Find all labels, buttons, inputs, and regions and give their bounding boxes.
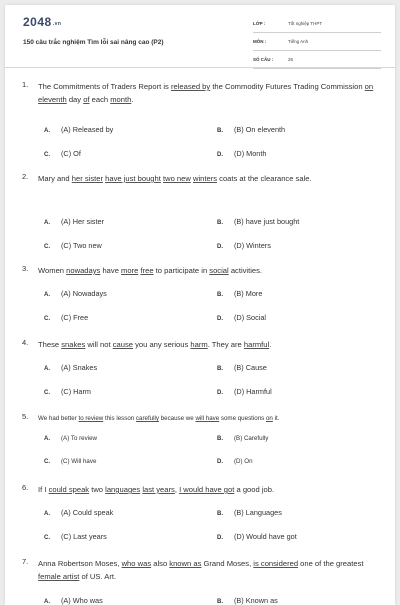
option-d[interactable]: D. (D) Month bbox=[217, 149, 267, 158]
question-number: 6. bbox=[22, 483, 29, 492]
option-b[interactable]: B. (B) More bbox=[217, 289, 263, 298]
meta-label-subject: MÔN : bbox=[253, 39, 267, 44]
question-text-segment: will not bbox=[85, 340, 113, 349]
meta-value-count: 25 bbox=[288, 57, 294, 62]
option-b[interactable]: B. (B) have just bought bbox=[217, 217, 300, 226]
option-d[interactable]: D. (D) Social bbox=[217, 313, 267, 322]
question-text-segment: , bbox=[174, 485, 180, 494]
meta-row-class bbox=[253, 17, 381, 33]
question-text-segment: some questions bbox=[219, 415, 266, 422]
option-a[interactable]: A. (A) Could speak bbox=[44, 508, 114, 517]
underlined-phrase: harm bbox=[190, 340, 208, 349]
underlined-phrase: who was bbox=[121, 559, 152, 568]
underlined-phrase: social bbox=[209, 266, 229, 275]
underlined-phrase: harmful bbox=[243, 340, 270, 349]
question-number: 3. bbox=[22, 264, 29, 273]
underlined-phrase: more bbox=[121, 266, 139, 275]
site-logo[interactable]: $2048_{.vn}$ bbox=[23, 15, 62, 29]
meta-value-class: Tốt nghiệp THPT bbox=[288, 21, 323, 26]
option-c[interactable]: C. (C) Two new bbox=[44, 241, 102, 250]
question-text-segment: day bbox=[66, 95, 84, 104]
question-text bbox=[38, 412, 383, 425]
question-text-segment: These bbox=[38, 340, 62, 349]
option-c[interactable]: C. (C) Last years bbox=[44, 532, 107, 541]
underlined-phrase: on bbox=[265, 415, 273, 422]
question-text-segment: . bbox=[269, 340, 272, 349]
option-a[interactable]: A. (A) Her sister bbox=[44, 217, 104, 226]
underlined-phrase: released by bbox=[170, 82, 211, 91]
question-text bbox=[38, 338, 383, 351]
option-c[interactable]: C. (C) Free bbox=[44, 313, 89, 322]
question-number: 5. bbox=[22, 412, 29, 421]
question-text-segment: Anna Robertson Moses, bbox=[38, 559, 122, 568]
option-c[interactable]: C. (C) Harm bbox=[44, 387, 91, 396]
underlined-phrase: free bbox=[140, 266, 154, 275]
meta-value-subject: Tiếng Anh bbox=[288, 39, 309, 44]
underlined-phrase: female artist bbox=[38, 572, 80, 581]
question-text-segment: one of the greatest bbox=[298, 559, 364, 568]
option-d[interactable]: D. (D) On bbox=[217, 458, 253, 465]
underlined-phrase: I would have got bbox=[179, 485, 235, 494]
worksheet-header bbox=[5, 5, 395, 68]
underlined-phrase: carefully bbox=[135, 415, 159, 422]
underlined-phrase: nowadays bbox=[66, 266, 101, 275]
underlined-phrase: last years bbox=[142, 485, 175, 494]
question-text-segment: coats at the clearance sale. bbox=[217, 174, 312, 183]
option-c[interactable]: C. (C) Of bbox=[44, 149, 81, 158]
option-a[interactable]: A. (A) Released by bbox=[44, 125, 114, 134]
question-text bbox=[38, 80, 383, 106]
worksheet-page bbox=[5, 5, 395, 605]
question-number: 1. bbox=[22, 80, 29, 89]
question-text-segment: it. bbox=[272, 415, 280, 422]
option-a[interactable]: A. (A) Snakes bbox=[44, 363, 98, 372]
question-text-segment: activities. bbox=[228, 266, 263, 275]
question-text bbox=[38, 483, 383, 496]
option-b[interactable]: B. (B) Languages bbox=[217, 508, 282, 517]
question-text-segment: If I bbox=[38, 485, 49, 494]
underlined-phrase: snakes bbox=[61, 340, 86, 349]
underlined-phrase: month bbox=[110, 95, 132, 104]
option-b[interactable]: B. (B) On eleventh bbox=[217, 125, 286, 134]
question-text-segment: the Commodity Futures Trading Commission bbox=[210, 82, 365, 91]
option-d[interactable]: D. (D) Harmful bbox=[217, 387, 272, 396]
underlined-phrase: could speak bbox=[48, 485, 90, 494]
underlined-phrase: to review bbox=[78, 415, 104, 422]
underlined-phrase: on eleventh bbox=[38, 82, 374, 104]
question-text-segment: of US. Art. bbox=[79, 572, 117, 581]
worksheet-title: 150 câu trắc nghiệm Tìm lỗi sai nâng cao (P2) bbox=[23, 39, 164, 46]
question-text-segment: a good job. bbox=[234, 485, 275, 494]
option-d[interactable]: D. (D) Would have got bbox=[217, 532, 297, 541]
option-b[interactable]: B. (B) Known as bbox=[217, 596, 278, 605]
question-text-segment: Grand Moses, bbox=[201, 559, 254, 568]
worksheet-meta bbox=[253, 17, 381, 71]
meta-label-count: SỐ CÂU : bbox=[253, 57, 274, 62]
option-a[interactable]: A. (A) To review bbox=[44, 435, 97, 442]
option-b[interactable]: B. (B) Cause bbox=[217, 363, 267, 372]
option-b[interactable]: B. (B) Carefully bbox=[217, 435, 269, 442]
underlined-phrase: her sister bbox=[71, 174, 103, 183]
question-text bbox=[38, 557, 383, 583]
question-number: 4. bbox=[22, 338, 29, 347]
question-text-segment: two bbox=[89, 485, 106, 494]
underlined-phrase: known as bbox=[169, 559, 202, 568]
question-text-segment: Mary and bbox=[38, 174, 72, 183]
question-text-segment: this lesson bbox=[103, 415, 136, 422]
question-number: 2. bbox=[22, 172, 29, 181]
option-a[interactable]: A. (A) Who was bbox=[44, 596, 103, 605]
option-d[interactable]: D. (D) Winters bbox=[217, 241, 271, 250]
option-a[interactable]: A. (A) Nowadays bbox=[44, 289, 107, 298]
question-text-segment: . They are bbox=[207, 340, 244, 349]
question-text-segment: each bbox=[89, 95, 111, 104]
question-text-segment: We had better bbox=[38, 415, 79, 422]
question-number: 7. bbox=[22, 557, 29, 566]
question-text bbox=[38, 264, 383, 277]
question-text-segment: Women bbox=[38, 266, 67, 275]
question-text-segment: The Commitments of Traders Report is bbox=[38, 82, 171, 91]
underlined-phrase: winters bbox=[192, 174, 218, 183]
meta-row-subject bbox=[253, 35, 381, 51]
question-text-segment: to participate in bbox=[153, 266, 210, 275]
underlined-phrase: have just bought bbox=[105, 174, 161, 183]
question-text-segment: have bbox=[100, 266, 122, 275]
question-text bbox=[38, 172, 383, 185]
underlined-phrase: will have bbox=[195, 415, 220, 422]
option-c[interactable]: C. (C) Will have bbox=[44, 458, 97, 465]
question-text-segment: you any serious bbox=[132, 340, 191, 349]
underlined-phrase: of bbox=[83, 95, 90, 104]
meta-row-count bbox=[253, 53, 381, 69]
underlined-phrase: is considered bbox=[253, 559, 299, 568]
underlined-phrase: two new bbox=[162, 174, 191, 183]
question-text-segment: also bbox=[151, 559, 170, 568]
question-text-segment: . bbox=[131, 95, 134, 104]
meta-label-class: LỚP : bbox=[253, 21, 266, 26]
question-text-segment: because we bbox=[158, 415, 196, 422]
underlined-phrase: cause bbox=[112, 340, 133, 349]
underlined-phrase: languages bbox=[105, 485, 141, 494]
